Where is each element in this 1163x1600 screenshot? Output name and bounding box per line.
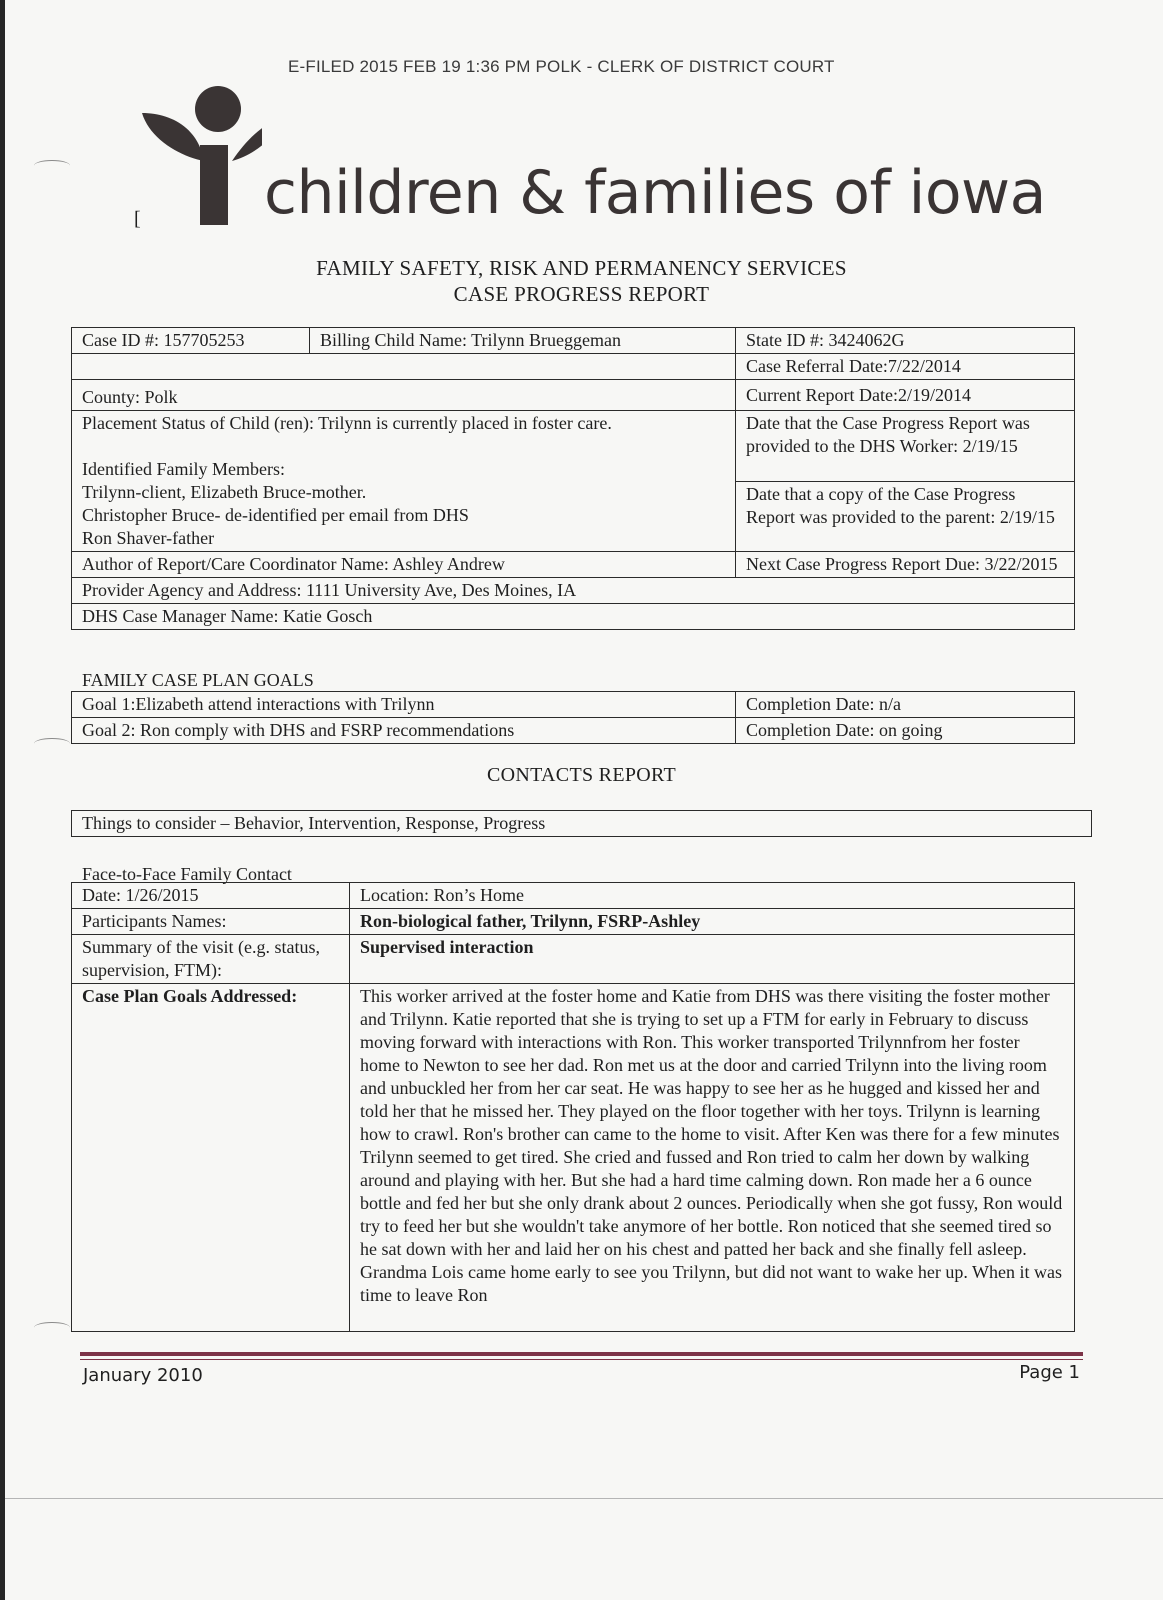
report-title-1: FAMILY SAFETY, RISK AND PERMANENCY SERVICES [316, 256, 847, 280]
contacts-heading: CONTACTS REPORT [487, 764, 676, 786]
dhs-provided-date: Date that the Case Progress Report was provided to the DHS Worker: 2/19/15 [736, 411, 1075, 482]
parent-provided-date: Date that a copy of the Case Progress Report was provided to the parent: 2/19/15 [736, 481, 1075, 552]
dhs-case-manager: DHS Case Manager Name: Katie Gosch [72, 604, 1075, 630]
face-to-face-heading: Face-to-Face Family Contact [82, 864, 292, 884]
family-member: Ron Shaver-father [82, 528, 215, 548]
cfi-logo-icon [142, 85, 262, 230]
page-number: Page 1 [1019, 1362, 1080, 1383]
current-report-date: Current Report Date:2/19/2014 [736, 380, 1075, 411]
contact-date: Date: 1/26/2015 [72, 883, 350, 909]
placement-status: Placement Status of Child (ren): Trilynn is currently placed in foster care. [82, 413, 612, 433]
footer-rule [80, 1352, 1083, 1356]
state-id: State ID #: 3424062G [736, 328, 1075, 354]
family-members-label: Identified Family Members: [82, 459, 285, 479]
contact-location: Location: Ron’s Home [350, 883, 1075, 909]
case-info-table [71, 327, 1075, 630]
goal-2: Goal 2: Ron comply with DHS and FSRP recommendations [72, 718, 736, 744]
things-to-consider: Things to consider – Behavior, Intervention, Response, Progress [72, 811, 1092, 837]
summary-label: Summary of the visit (e.g. status, supervision, FTM): [72, 935, 350, 984]
stray-bracket: [ [134, 208, 141, 230]
footer-date: January 2010 [83, 1365, 203, 1386]
goals-heading: FAMILY CASE PLAN GOALS [82, 670, 314, 690]
placement-cell [72, 411, 736, 552]
punch-mark [34, 160, 70, 171]
footer-rule-thin [80, 1359, 1083, 1360]
billing-child: Billing Child Name: Trilynn Brueggeman [310, 328, 736, 354]
goals-table [71, 691, 1075, 744]
case-id: Case ID #: 157705253 [72, 328, 310, 354]
empty-cell [72, 354, 736, 380]
visit-narrative: This worker arrived at the foster home and Katie from DHS was there visiting the foster mother and Trilynn. Katie reported that she is trying to set up a FTM for early in February to discuss moving forward with interactions with Ron. This worker transported Trilynnfrom her foster home to Newton to see her dad. Ron met us at the door and carried Trilynn into the living room and unbuckled her from her car seat. He was happy to see her as he hugged and kissed her and told her that he missed her. They played on the floor together with her toys. Trilynn is learning how to crawl. Ron's brother can came to the home to visit. After Ken was there for a few minutes Trilynn seemed to get tired. She cried and fussed and Ron tried to calm her down by walking around and playing with her. But she had a hard time calming down. Ron made her a 6 ounce bottle and fed her but she only drank about 2 ounces. Periodically when she got fussy, Ron would try to feed her but she wouldn't take anymore of her bottle. Ron noticed that she seemed tired so he sat down with her and laid her on his chest and patted her back and she finally fell asleep. Grandma Lois came home early to see you Trilynn, but did not want to wake her up. When it was time to leave Ron [350, 984, 1075, 1332]
punch-mark [34, 738, 70, 749]
report-title-2: CASE PROGRESS REPORT [453, 282, 710, 306]
goal-2-completion: Completion Date: on going [736, 718, 1075, 744]
provider-agency: Provider Agency and Address: 1111 University Ave, Des Moines, IA [72, 578, 1075, 604]
family-member: Christopher Bruce- de-identified per email from DHS [82, 505, 469, 525]
scan-bottom-line [5, 1498, 1163, 1499]
report-titles [0, 255, 1163, 307]
summary: Supervised interaction [350, 935, 1075, 984]
punch-mark [34, 1322, 70, 1333]
family-member: Trilynn-client, Elizabeth Bruce-mother. [82, 482, 367, 502]
goal-1-completion: Completion Date: n/a [736, 692, 1075, 718]
efile-stamp: E-FILED 2015 FEB 19 1:36 PM POLK - CLERK OF DISTRICT COURT [288, 57, 835, 76]
author: Author of Report/Care Coordinator Name: Ashley Andrew [72, 552, 736, 578]
contact-table [71, 882, 1075, 1332]
scan-border [0, 0, 5, 1600]
next-report-due: Next Case Progress Report Due: 3/22/2015 [736, 552, 1075, 578]
participants: Ron-biological father, Trilynn, FSRP-Ashley [350, 909, 1075, 935]
participants-label: Participants Names: [72, 909, 350, 935]
brand-name: children & families of iowa [264, 158, 1046, 228]
county: County: Polk [72, 380, 736, 411]
goals-addressed-label: Case Plan Goals Addressed: [72, 984, 350, 1332]
consider-table [71, 810, 1092, 837]
referral-date: Case Referral Date:7/22/2014 [736, 354, 1075, 380]
goal-1: Goal 1:Elizabeth attend interactions with Trilynn [72, 692, 736, 718]
